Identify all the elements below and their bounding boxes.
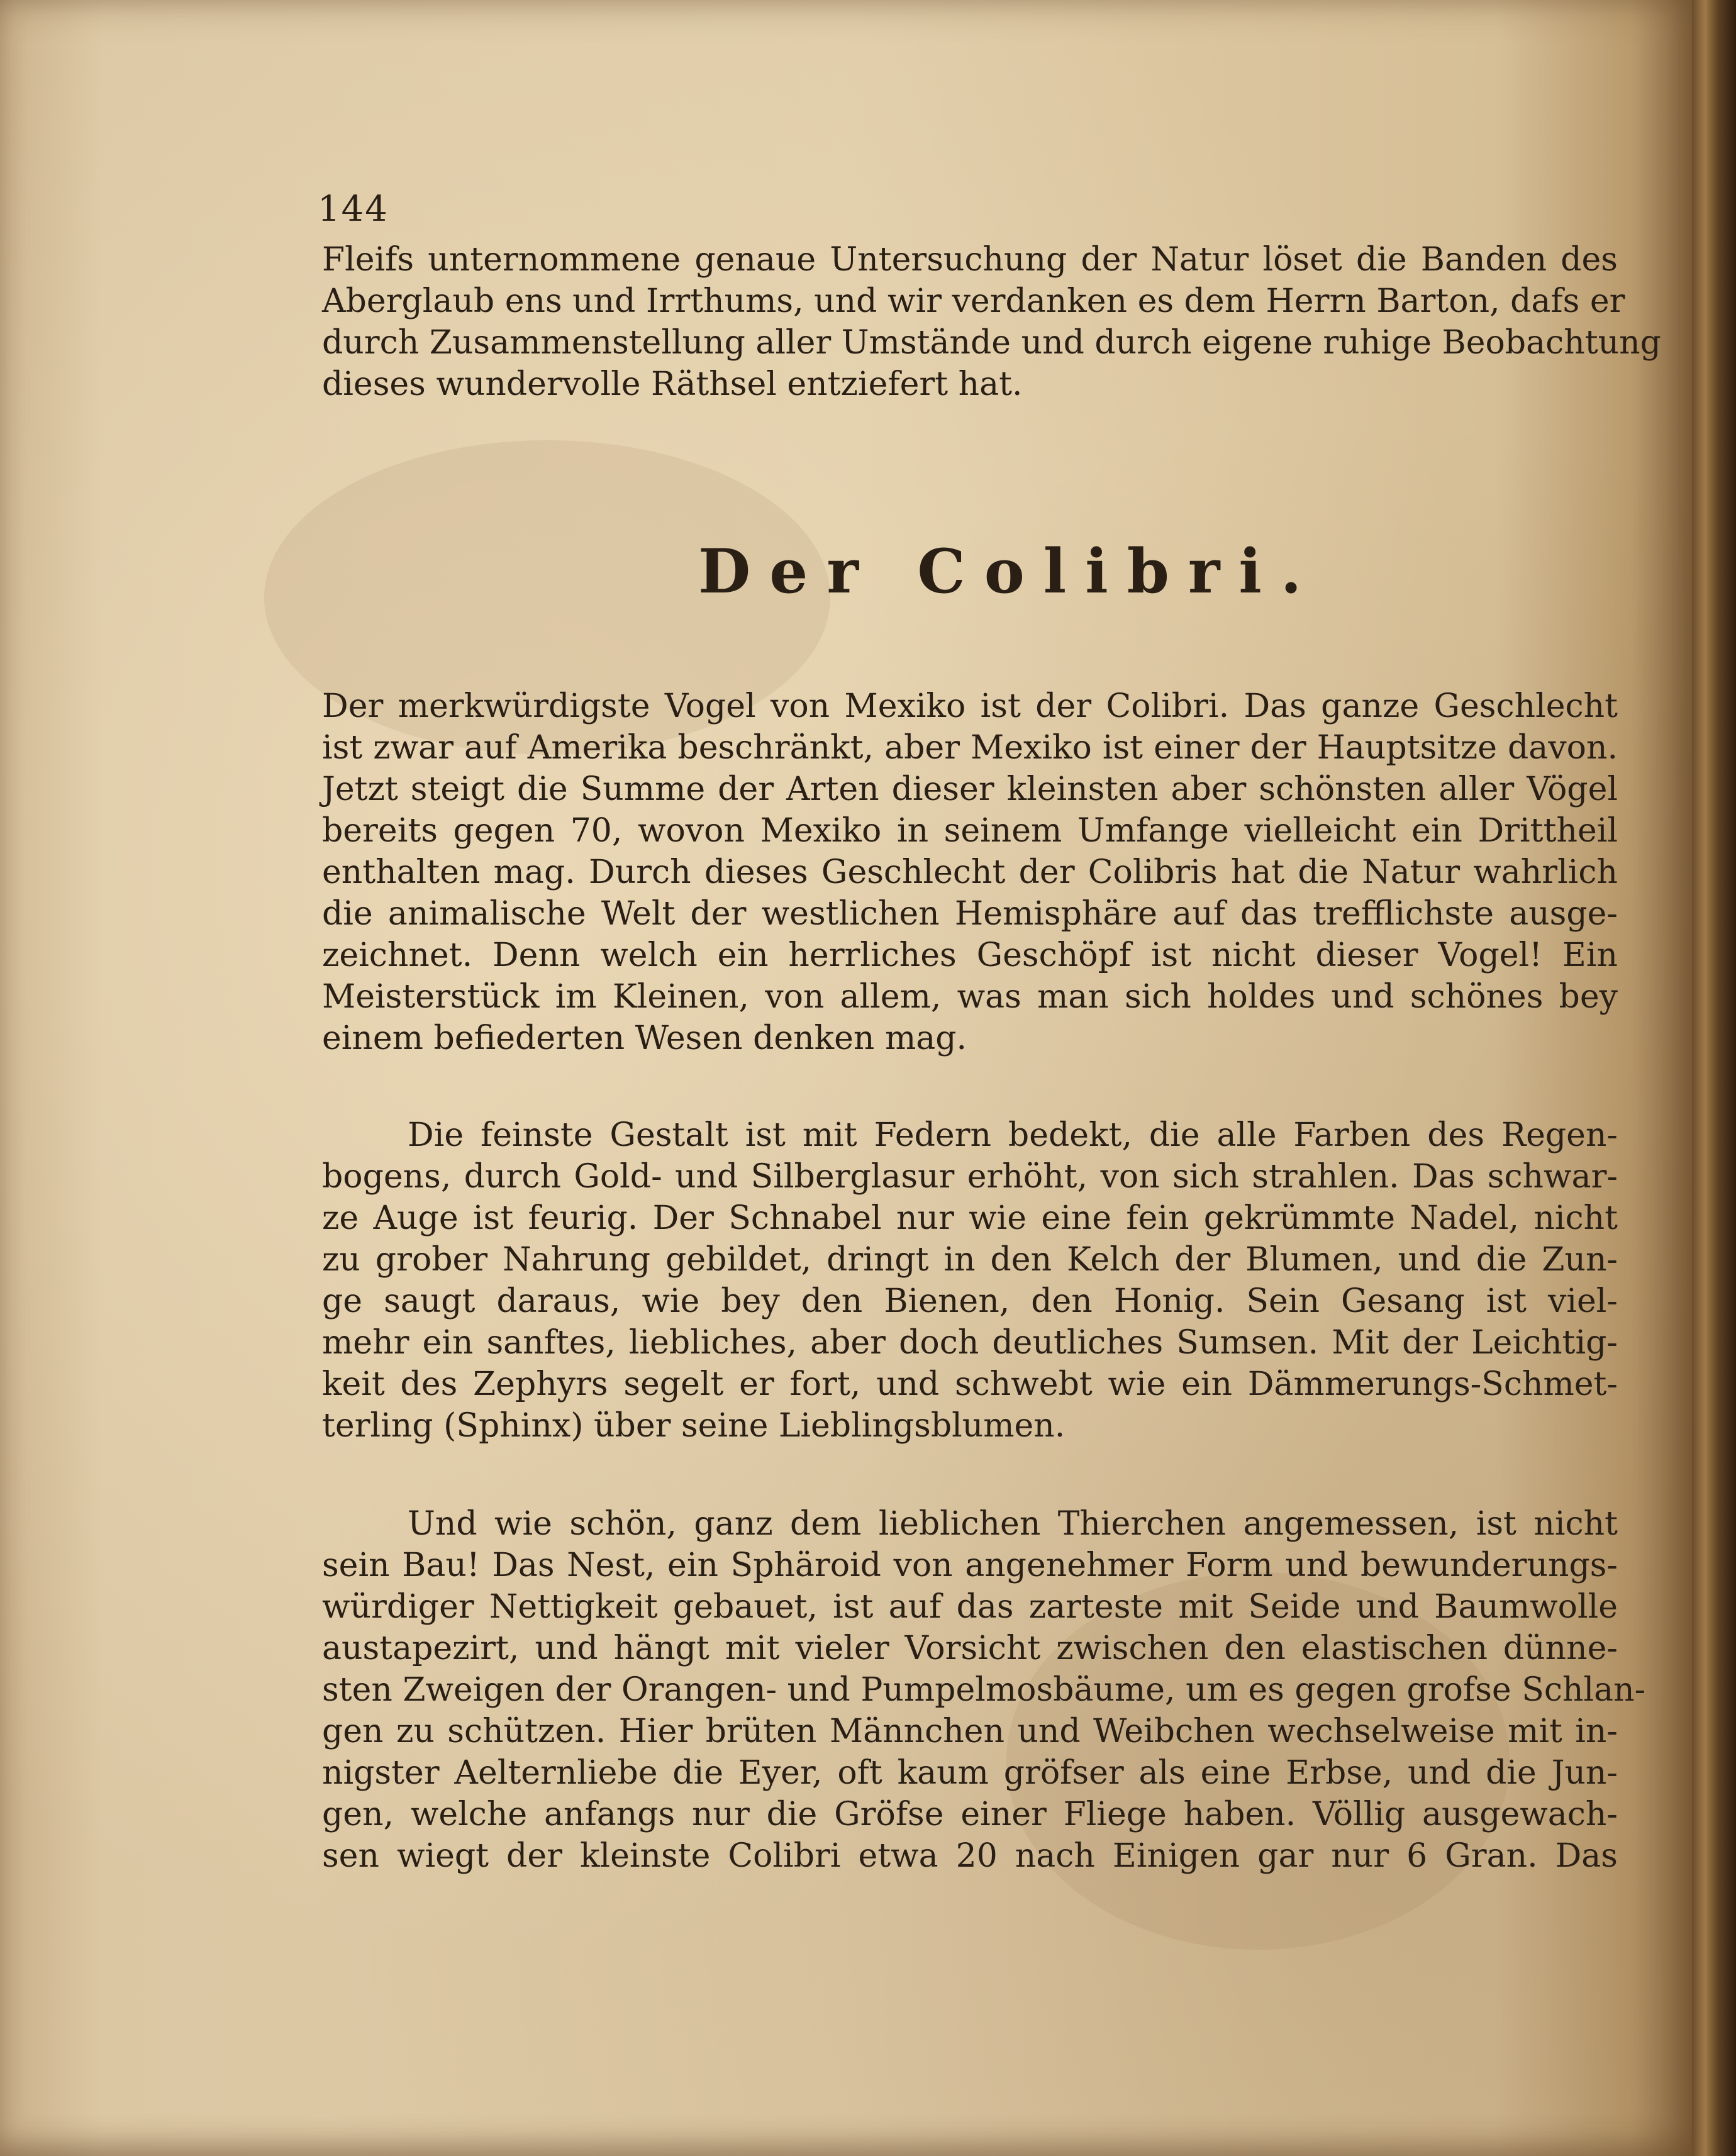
- text-line: Der merkwürdigste Vogel von Mexiko ist der Colibri. Das ganze Geschlecht: [322, 687, 1618, 725]
- section-heading: Der Colibri.: [698, 536, 1321, 607]
- text-line: würdiger Nettigkeit gebauet, ist auf das zarteste mit Seide und Baumwolle: [322, 1588, 1618, 1626]
- text-line: Meisterstück im Kleinen, von allem, was man sich holdes und schönes bey: [322, 978, 1618, 1016]
- book-gutter: [1692, 0, 1736, 2156]
- text-line: Fleifs unternommene genaue Untersuchung der Natur löset die Banden des: [322, 241, 1618, 279]
- text-line: sein Bau! Das Nest, ein Sphäroid von angenehmer Form und bewunderungs-: [322, 1547, 1618, 1584]
- text-line: enthalten mag. Durch dieses Geschlecht der Colibris hat die Natur wahrlich: [322, 853, 1618, 891]
- text-line: ge saugt daraus, wie bey den Bienen, den Honig. Sein Gesang ist viel-: [322, 1282, 1618, 1320]
- text-line: Jetzt steigt die Summe der Arten dieser kleinsten aber schönsten aller Vögel: [322, 770, 1618, 808]
- text-line: zu grober Nahrung gebildet, dringt in den Kelch der Blumen, und die Zun-: [322, 1241, 1618, 1279]
- text-line: Und wie schön, ganz dem lieblichen Thierchen angemessen, ist nicht: [408, 1505, 1618, 1543]
- text-line: keit des Zephyrs segelt er fort, und schwebt wie ein Dämmerungs-Schmet-: [322, 1365, 1618, 1403]
- text-line: austapezirt, und hängt mit vieler Vorsicht zwischen den elastischen dünne-: [322, 1630, 1618, 1667]
- text-line: Aberglaub ens und Irrthums, und wir verdanken es dem Herrn Barton, dafs er: [322, 282, 1625, 320]
- text-line: gen zu schützen. Hier brüten Männchen und Weibchen wechselweise mit in-: [322, 1713, 1618, 1750]
- text-line: ist zwar auf Amerika beschränkt, aber Mexiko ist einer der Hauptsitze davon.: [322, 729, 1618, 767]
- text-line: einem befiederten Wesen denken mag.: [322, 1020, 967, 1057]
- text-line: Die feinste Gestalt ist mit Federn bedekt, die alle Farben des Regen-: [408, 1116, 1618, 1154]
- text-line: sen wiegt der kleinste Colibri etwa 20 nach Einigen gar nur 6 Gran. Das: [322, 1837, 1618, 1875]
- text-line: bereits gegen 70, wovon Mexiko in seinem Umfange vielleicht ein Drittheil: [322, 812, 1618, 850]
- text-line: durch Zusammenstellung aller Umstände und durch eigene ruhige Beobachtung: [322, 324, 1661, 362]
- text-line: die animalische Welt der westlichen Hemisphäre auf das trefflichste ausge-: [322, 895, 1618, 933]
- text-line: terling (Sphinx) über seine Lieblingsblumen.: [322, 1407, 1066, 1445]
- text-line: nigster Aelternliebe die Eyer, oft kaum gröfser als eine Erbse, und die Jun-: [322, 1754, 1618, 1792]
- text-line: bogens, durch Gold- und Silberglasur erhöht, von sich strahlen. Das schwar-: [322, 1158, 1618, 1196]
- text-line: mehr ein sanftes, liebliches, aber doch deutliches Sumsen. Mit der Leichtig-: [322, 1324, 1618, 1362]
- page-number: 144: [318, 189, 389, 230]
- text-line: gen, welche anfangs nur die Gröfse einer Fliege haben. Völlig ausgewach-: [322, 1796, 1618, 1833]
- text-line: sten Zweigen der Orangen- und Pumpelmosbäume, um es gegen grofse Schlan-: [322, 1671, 1646, 1709]
- text-line: ze Auge ist feurig. Der Schnabel nur wie eine fein gekrümmte Nadel, nicht: [322, 1199, 1618, 1237]
- text-line: zeichnet. Denn welch ein herrliches Geschöpf ist nicht dieser Vogel! Ein: [322, 936, 1618, 974]
- text-line: dieses wundervolle Räthsel entziefert hat.: [322, 365, 1023, 403]
